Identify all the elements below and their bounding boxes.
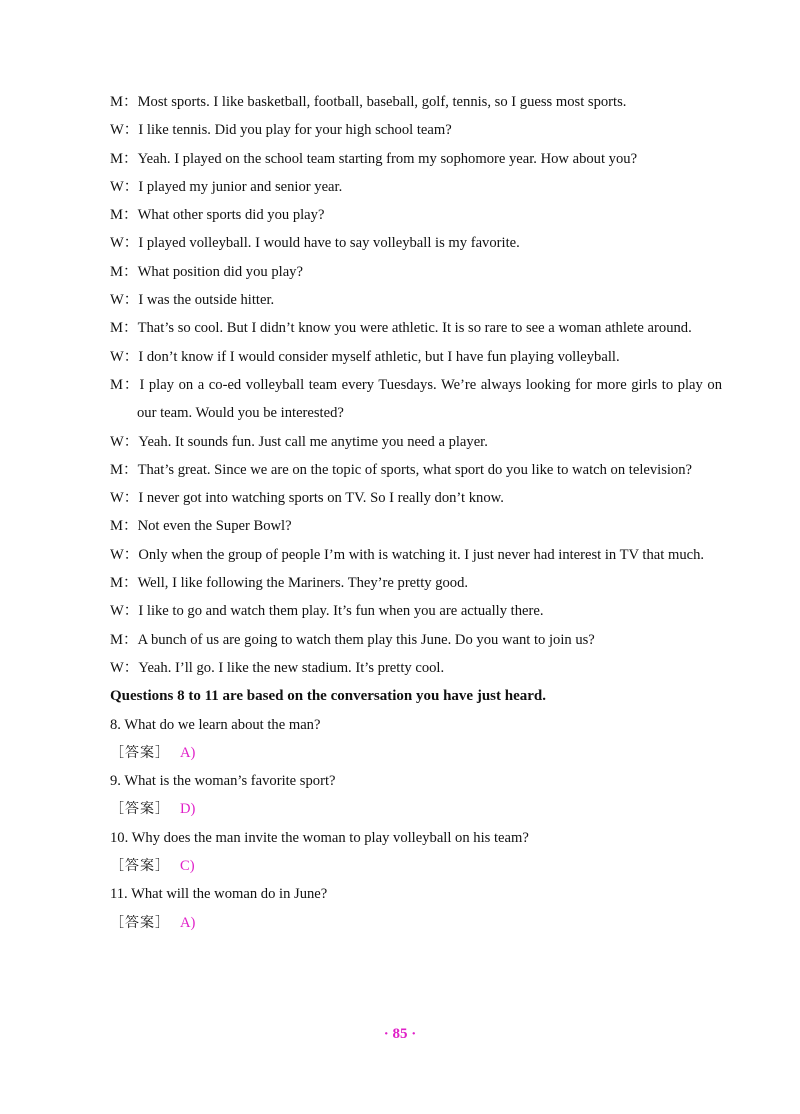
dialogue-transcript bbox=[110, 88, 722, 937]
turn-text: I played volleyball. I would have to say volleyball is my favorite. bbox=[138, 235, 520, 252]
turn-text: I played my junior and senior year. bbox=[138, 178, 343, 195]
turn-text: That’s great. Since we are on the topic of sports, what sport do you like to watch on television? bbox=[137, 461, 693, 478]
answer-label: ［答案］ bbox=[110, 914, 170, 931]
dialogue-turn bbox=[110, 597, 722, 625]
question-text: 10. Why does the man invite the woman to play volleyball on his team? bbox=[110, 829, 529, 846]
turn-text: I play on a co-ed volleyball team every Tuesdays. We’re always looking for more girls to play on our team. Would you be interested? bbox=[137, 376, 722, 422]
section-heading: Questions 8 to 11 are based on the conversation you have just heard. bbox=[110, 688, 546, 705]
turn-text: I was the outside hitter. bbox=[138, 292, 275, 309]
turn-text: I like to go and watch them play. It’s fun when you are actually there. bbox=[138, 603, 544, 620]
speaker-label: M： bbox=[110, 376, 140, 393]
dialogue-turn bbox=[110, 512, 722, 540]
turn-text: Yeah. It sounds fun. Just call me anytime you need a player. bbox=[138, 433, 488, 450]
turn-text: A bunch of us are going to watch them play this June. Do you want to join us? bbox=[137, 631, 595, 648]
dialogue-turn bbox=[110, 626, 722, 654]
speaker-label: W： bbox=[110, 490, 139, 507]
speaker-label: W： bbox=[110, 546, 139, 563]
turn-text: That’s so cool. But I didn’t know you were athletic. It is so rare to see a woman athlete around. bbox=[137, 320, 692, 337]
turn-text: What position did you play? bbox=[137, 263, 303, 280]
dialogue-turn bbox=[110, 456, 722, 484]
speaker-label: W： bbox=[110, 122, 139, 139]
answer-line bbox=[110, 739, 722, 767]
speaker-label: M： bbox=[110, 575, 138, 592]
question-text: 8. What do we learn about the man? bbox=[110, 716, 321, 733]
answer-label: ［答案］ bbox=[110, 744, 170, 761]
answer-label: ［答案］ bbox=[110, 801, 170, 818]
speaker-label: W： bbox=[110, 659, 139, 676]
speaker-label: M： bbox=[110, 94, 138, 110]
dialogue-turn bbox=[110, 229, 722, 257]
turn-text: I never got into watching sports on TV. So I really don’t know. bbox=[138, 490, 504, 507]
speaker-label: W： bbox=[110, 178, 139, 195]
turn-text: Well, I like following the Mariners. They’re pretty good. bbox=[137, 575, 469, 592]
dialogue-turn bbox=[110, 116, 722, 144]
speaker-label: M： bbox=[110, 631, 138, 648]
turn-text: Yeah. I played on the school team starting from my sophomore year. How about you? bbox=[137, 150, 638, 167]
dialogue-turn bbox=[110, 88, 722, 116]
turn-text: I like tennis. Did you play for your high school team? bbox=[138, 122, 452, 139]
turn-text: Most sports. I like basketball, football, baseball, golf, tennis, so I guess most sports. bbox=[137, 94, 627, 110]
answer-line bbox=[110, 795, 722, 823]
dialogue-turn bbox=[110, 569, 722, 597]
dialogue-turn bbox=[110, 258, 722, 286]
dialogue-turn bbox=[110, 173, 722, 201]
page-number: · 85 · bbox=[383, 1026, 417, 1042]
speaker-label: W： bbox=[110, 348, 139, 365]
speaker-label: W： bbox=[110, 433, 139, 450]
turn-text: Not even the Super Bowl? bbox=[137, 518, 292, 535]
answer-label: ［答案］ bbox=[110, 858, 170, 875]
speaker-label: M： bbox=[110, 263, 138, 280]
dialogue-turn bbox=[110, 654, 722, 682]
turn-text: Only when the group of people I’m with is watching it. I just never had interest in TV that much. bbox=[138, 546, 705, 563]
answer-line bbox=[110, 909, 722, 937]
speaker-label: M： bbox=[110, 461, 138, 478]
turn-text: Yeah. I’ll go. I like the new stadium. It’s pretty cool. bbox=[138, 659, 445, 676]
answer-value: A) bbox=[180, 914, 196, 931]
speaker-label: M： bbox=[110, 207, 138, 224]
question-text: 9. What is the woman’s favorite sport? bbox=[110, 773, 336, 790]
answer-value: A) bbox=[180, 744, 196, 761]
dialogue-turn bbox=[110, 484, 722, 512]
turn-text: I don’t know if I would consider myself athletic, but I have fun playing volleyball. bbox=[138, 348, 620, 365]
answer-line bbox=[110, 852, 722, 880]
dialogue-turn bbox=[110, 541, 722, 569]
dialogue-turn bbox=[110, 371, 722, 428]
dialogue-turn bbox=[110, 314, 722, 342]
answer-value: C) bbox=[180, 858, 195, 875]
speaker-label: W： bbox=[110, 292, 139, 309]
dialogue-turn bbox=[110, 201, 722, 229]
dialogue-turn bbox=[110, 343, 722, 371]
speaker-label: W： bbox=[110, 603, 139, 620]
speaker-label: M： bbox=[110, 150, 138, 167]
dialogue-turn bbox=[110, 286, 722, 314]
speaker-label: M： bbox=[110, 518, 138, 535]
speaker-label: M： bbox=[110, 320, 138, 337]
dialogue-turn bbox=[110, 428, 722, 456]
turn-text: What other sports did you play? bbox=[137, 207, 325, 224]
dialogue-turn bbox=[110, 145, 722, 173]
question-text: 11. What will the woman do in June? bbox=[110, 886, 328, 903]
speaker-label: W： bbox=[110, 235, 139, 252]
answer-value: D) bbox=[180, 801, 196, 818]
